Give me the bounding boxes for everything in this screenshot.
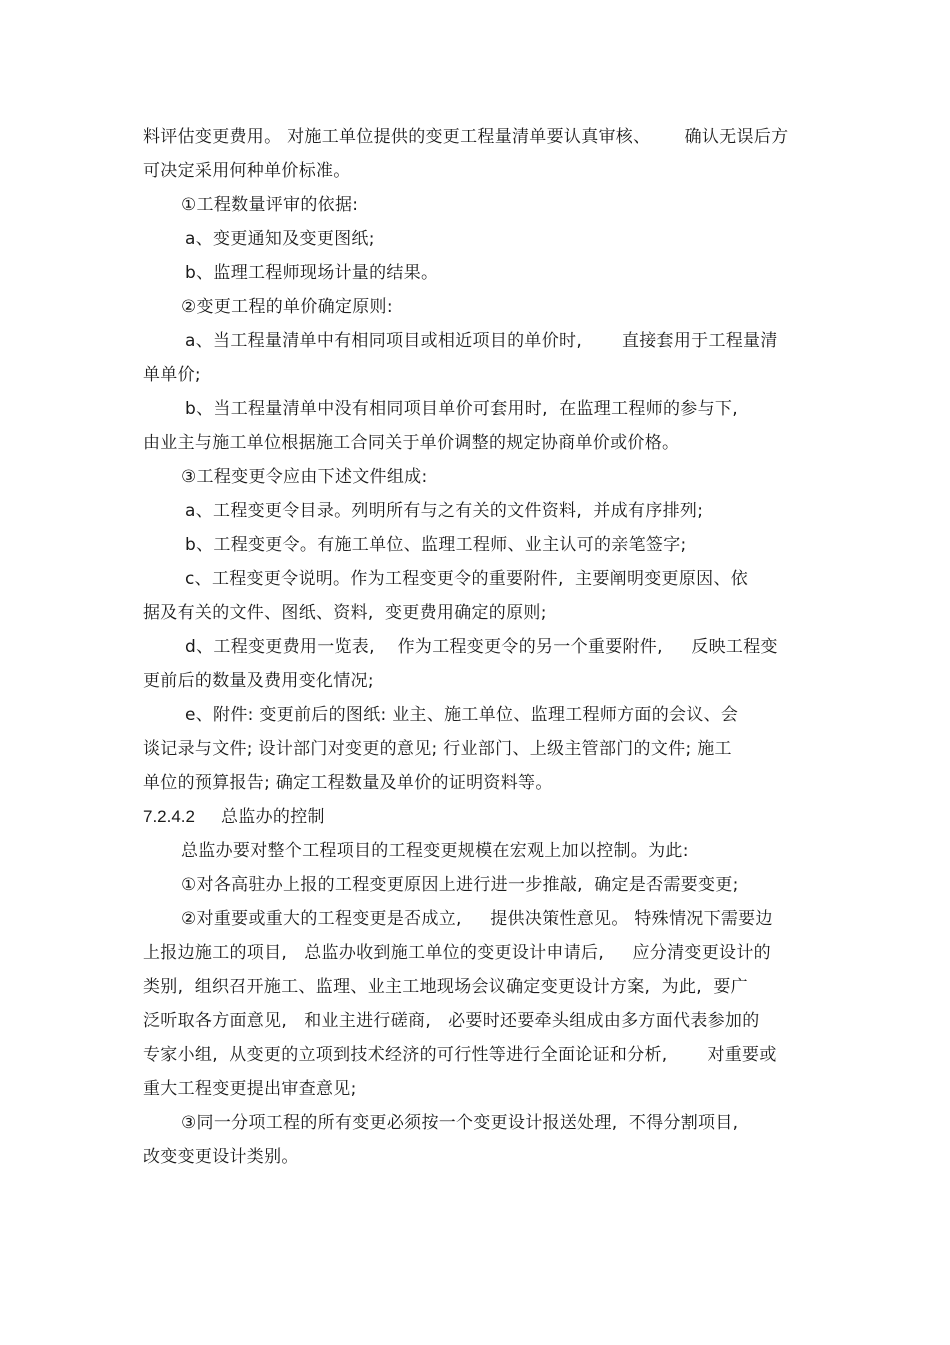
paragraph-line: 更前后的数量及费用变化情况; — [143, 671, 374, 691]
paragraph-line: 据及有关的文件、图纸、资料, 变更费用确定的原则; — [143, 603, 547, 623]
paragraph-line: 单位的预算报告; 确定工程数量及单价的证明资料等。 — [143, 773, 553, 793]
paragraph-line: ①对各高驻办上报的工程变更原因上进行进一步推敲, 确定是否需要变更; — [181, 875, 739, 895]
paragraph-line: 总监办要对整个工程项目的工程变更规模在宏观上加以控制。为此: — [181, 841, 689, 861]
paragraph-line: 重大工程变更提出审查意见; — [143, 1079, 357, 1099]
paragraph-line: 上报边施工的项目, 总监办收到施工单位的变更设计申请后, 应分清变更设计的 — [143, 943, 771, 963]
paragraph-line: b、工程变更令。有施工单位、监理工程师、业主认可的亲笔签字; — [185, 535, 687, 555]
paragraph-line: b、当工程量清单中没有相同项目单价可套用时, 在监理工程师的参与下, — [185, 399, 738, 419]
paragraph-line: a、变更通知及变更图纸; — [185, 229, 375, 249]
section-number: 7.2.4.2 — [143, 807, 195, 826]
paragraph-line: ②变更工程的单价确定原则: — [181, 297, 393, 317]
paragraph-line: ③工程变更令应由下述文件组成: — [181, 467, 428, 487]
paragraph-line: a、当工程量清单中有相同项目或相近项目的单价时, 直接套用于工程量清 — [185, 331, 778, 351]
paragraph-line: a、工程变更令目录。列明所有与之有关的文件资料, 并成有序排列; — [185, 501, 704, 521]
paragraph-line: b、监理工程师现场计量的结果。 — [185, 263, 439, 283]
paragraph-line: ①工程数量评审的依据: — [181, 195, 359, 215]
paragraph-line: 由业主与施工单位根据施工合同关于单价调整的规定协商单价或价格。 — [143, 433, 680, 453]
paragraph-line: 单单价; — [143, 365, 201, 385]
paragraph-line: 泛听取各方面意见, 和业主进行磋商, 必要时还要牵头组成由多方面代表参加的 — [143, 1011, 760, 1031]
paragraph-line: d、工程变更费用一览表, 作为工程变更令的另一个重要附件, 反映工程变 — [185, 637, 778, 657]
paragraph-line: 专家小组, 从变更的立项到技术经济的可行性等进行全面论证和分析, 对重要或 — [143, 1045, 777, 1065]
paragraph-line: 类别, 组织召开施工、监理、业主工地现场会议确定变更设计方案, 为此, 要广 — [143, 977, 748, 997]
paragraph-line: e、附件: 变更前后的图纸: 业主、施工单位、监理工程师方面的会议、会 — [185, 705, 739, 725]
paragraph-line: 谈记录与文件; 设计部门对变更的意见; 行业部门、上级主管部门的文件; 施工 — [143, 739, 732, 759]
paragraph-line: c、工程变更令说明。作为工程变更令的重要附件, 主要阐明变更原因、依 — [185, 569, 749, 589]
paragraph-line: 改变变更设计类别。 — [143, 1147, 299, 1167]
paragraph-line: ③同一分项工程的所有变更必须按一个变更设计报送处理, 不得分割项目, — [181, 1113, 739, 1133]
section-title: 总监办的控制 — [221, 807, 325, 827]
paragraph-line: 可决定采用何种单价标准。 — [143, 161, 351, 181]
paragraph-line: 料评估变更费用。 对施工单位提供的变更工程量清单要认真审核、 确认无误后方 — [143, 127, 789, 147]
paragraph-line: ②对重要或重大的工程变更是否成立, 提供决策性意见。 特殊情况下需要边 — [181, 909, 773, 929]
